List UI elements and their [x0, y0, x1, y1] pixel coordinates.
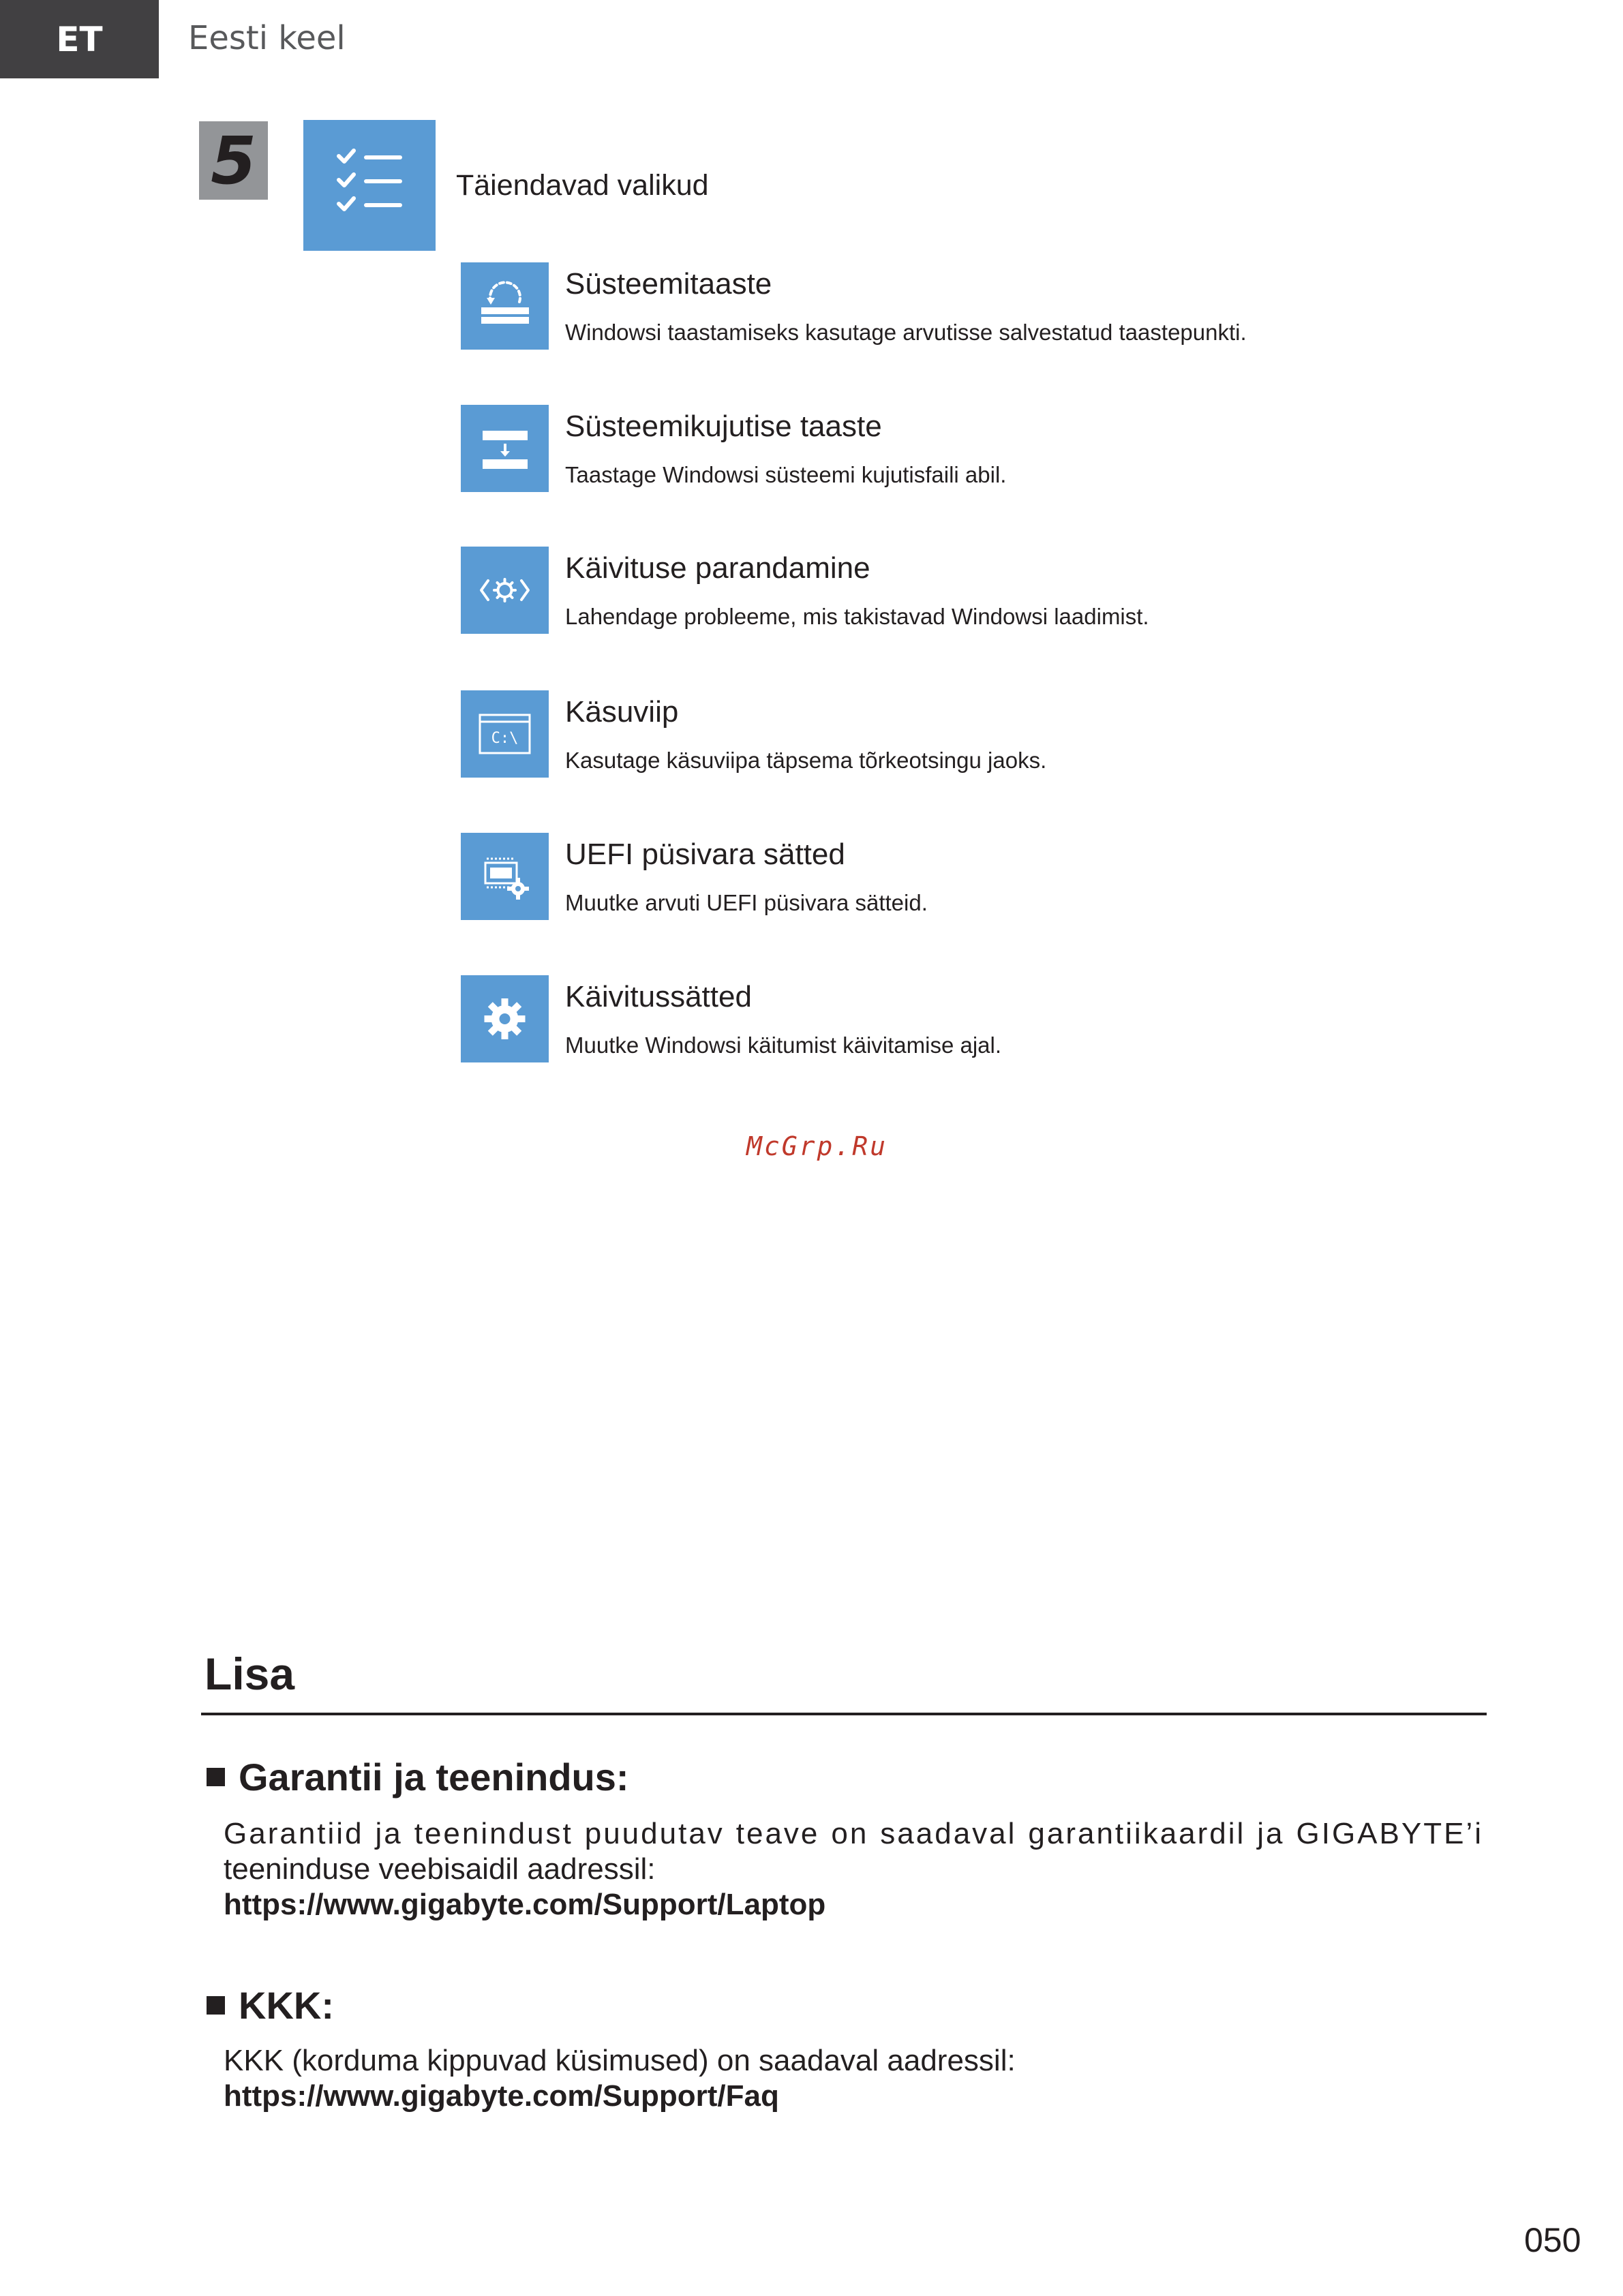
bullet-square-icon: [207, 1768, 225, 1786]
page-number: 050: [1524, 2221, 1581, 2259]
faq-link[interactable]: https://www.gigabyte.com/Support/Faq: [224, 2079, 779, 2113]
option-title: UEFI püsivara sätted: [565, 838, 845, 871]
option-description: Lahendage probleeme, mis takistavad Windowsi laadimist.: [565, 604, 1149, 629]
appendix-heading: Lisa: [204, 1649, 295, 1699]
option-title: Süsteemikujutise taaste: [565, 410, 882, 443]
option-startup-repair[interactable]: [461, 547, 1551, 635]
faq-heading: [207, 1983, 334, 2027]
option-title: Käivituse parandamine: [565, 551, 870, 585]
option-system-image-recovery[interactable]: [461, 405, 1551, 493]
option-description: Muutke arvuti UEFI püsivara sätteid.: [565, 890, 928, 915]
checklist-icon: [303, 120, 436, 251]
warranty-paragraph: [224, 1816, 1483, 1923]
option-description: Muutke Windowsi käitumist käivitamise ajal.: [565, 1032, 1002, 1058]
option-startup-settings[interactable]: [461, 975, 1551, 1064]
gear-icon: [461, 975, 549, 1062]
faq-line-1: KKK (korduma kippuvad küsimused) on saadaval aadressil:: [224, 2044, 1016, 2077]
warranty-heading: [207, 1755, 629, 1799]
option-title: Käsuviip: [565, 695, 679, 729]
warranty-line-2: teeninduse veebisaidil aadressil:: [224, 1852, 656, 1886]
uefi-firmware-icon: [461, 833, 549, 920]
watermark: McGrp.Ru: [746, 1131, 888, 1161]
system-restore-icon: [461, 262, 549, 350]
option-description: Kasutage käsuviipa täpsema tõrkeotsingu jaoks.: [565, 748, 1047, 773]
option-description: Windowsi taastamiseks kasutage arvutisse salvestatud taastepunkti.: [565, 320, 1247, 345]
language-name: Eesti keel: [188, 19, 346, 57]
bullet-square-icon: [207, 1996, 225, 2015]
option-title: Süsteemitaaste: [565, 267, 772, 301]
warranty-heading-text: Garantii ja teenindus:: [239, 1756, 629, 1798]
option-uefi-firmware-settings[interactable]: [461, 833, 1551, 921]
language-badge: ET: [0, 0, 159, 78]
option-description: Taastage Windowsi süsteemi kujutisfaili abil.: [565, 462, 1007, 487]
warranty-line-1: Garantiid ja teenindust puudutav teave on saadaval garantiikaardil ja GIGABYTE’i: [224, 1817, 1483, 1850]
step-title: Täiendavad valikud: [456, 169, 709, 202]
faq-paragraph: [224, 2043, 1483, 2114]
warranty-link[interactable]: https://www.gigabyte.com/Support/Laptop: [224, 1888, 826, 1921]
command-prompt-icon: [461, 690, 549, 778]
option-title: Käivitussätted: [565, 980, 752, 1013]
option-system-restore[interactable]: [461, 262, 1551, 351]
faq-heading-text: KKK:: [239, 1984, 334, 2027]
step-number: 5: [199, 121, 268, 200]
command-prompt-label: C:\: [491, 730, 519, 747]
startup-repair-icon: [461, 547, 549, 634]
option-command-prompt[interactable]: [461, 690, 1551, 779]
system-image-icon: [461, 405, 549, 492]
section-divider: [201, 1713, 1487, 1715]
